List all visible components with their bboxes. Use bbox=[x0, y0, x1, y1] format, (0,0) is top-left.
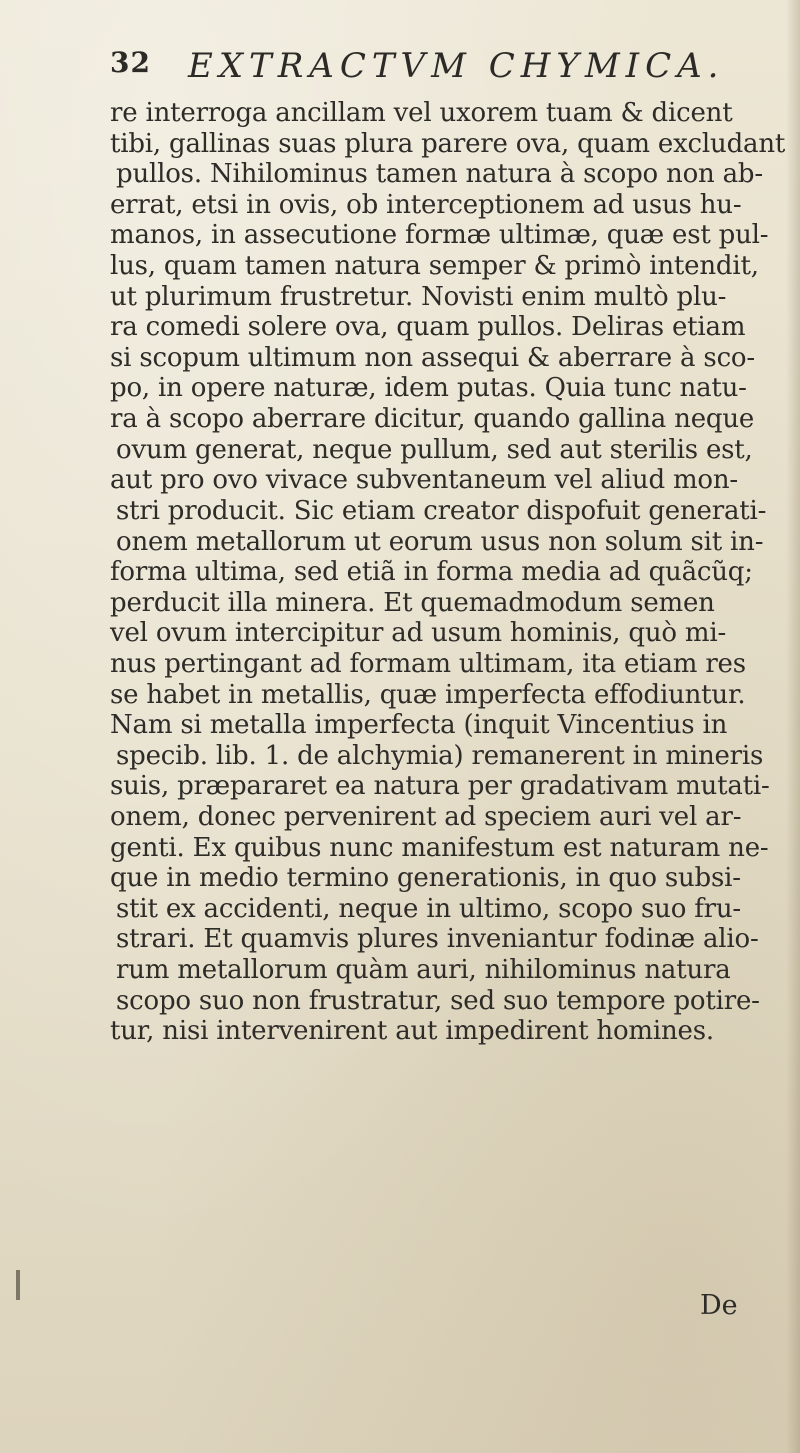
text-line: onem metallorum ut eorum usus non solum sit in- bbox=[116, 526, 764, 557]
running-head: EXTRACTVM CHYMICA. bbox=[188, 46, 725, 86]
text-line: que in medio termino generationis, in quo subsi- bbox=[110, 863, 741, 894]
text-line: tur, nisi intervenirent aut impedirent homines. bbox=[110, 1016, 714, 1047]
text-line: specib. lib. 1. de alchymia) remanerent in mineris bbox=[116, 740, 764, 771]
text-line: stri producit. Sic etiam creator dispofuit generati- bbox=[116, 495, 767, 526]
text-line: stit ex accidenti, neque in ultimo, scopo suo fru- bbox=[116, 893, 742, 924]
text-line: rum metallorum quàm auri, nihilominus natura bbox=[116, 955, 731, 986]
text-line: suis, præpararet ea natura per gradativam mutati- bbox=[110, 771, 770, 802]
page-number: 32 bbox=[110, 46, 151, 79]
text-line: aut pro ovo vivace subventaneum vel aliud mon- bbox=[110, 465, 738, 496]
text-line: perducit illa minera. Et quemadmodum semen bbox=[110, 587, 715, 618]
text-line: po, in opere naturæ, idem putas. Quia tunc natu- bbox=[110, 373, 747, 404]
margin-ink-mark bbox=[16, 1270, 20, 1300]
text-line: nus pertingant ad formam ultimam, ita etiam res bbox=[110, 648, 746, 679]
text-line: pullos. Nihilominus tamen natura à scopo non ab- bbox=[116, 159, 763, 190]
text-line: forma ultima, sed etiã in forma media ad quãcũq; bbox=[110, 557, 753, 588]
text-line: onem, donec pervenirent ad speciem auri vel ar- bbox=[110, 802, 742, 833]
text-line: re interroga ancillam vel uxorem tuam & dicent bbox=[110, 98, 733, 128]
text-line: tibi, gallinas suas plura parere ova, quam excludant bbox=[110, 128, 786, 159]
text-line: lus, quam tamen natura semper & primò intendit, bbox=[110, 251, 759, 282]
text-line: genti. Ex quibus nunc manifestum est naturam ne- bbox=[110, 832, 769, 863]
text-line: ovum generat, neque pullum, sed aut sterilis est, bbox=[116, 434, 753, 465]
text-line: ut plurimum frustretur. Novisti enim multò plu- bbox=[110, 281, 727, 312]
text-line: Nam si metalla imperfecta (inquit Vincentius in bbox=[110, 710, 728, 741]
text-line: si scopum ultimum non assequi & aberrare à sco- bbox=[110, 342, 755, 373]
catchword: De bbox=[700, 1290, 738, 1321]
body-text bbox=[110, 98, 800, 1047]
text-line: errat, etsi in ovis, ob interceptionem ad usus hu- bbox=[110, 189, 742, 220]
text-line: ra comedi solere ova, quam pullos. Deliras etiam bbox=[110, 312, 746, 343]
text-line: strari. Et quamvis plures inveniantur fodinæ alio- bbox=[116, 924, 759, 955]
text-line: manos, in assecutione formæ ultimæ, quæ est pul- bbox=[110, 220, 769, 251]
text-line: ra à scopo aberrare dicitur, quando gallina neque bbox=[110, 404, 755, 435]
text-line: scopo suo non frustratur, sed suo tempore potire- bbox=[116, 985, 760, 1016]
text-line: se habet in metallis, quæ imperfecta effodiuntur. bbox=[110, 679, 746, 710]
page-header bbox=[110, 46, 760, 92]
text-line: vel ovum intercipitur ad usum hominis, quò mi- bbox=[110, 618, 727, 649]
